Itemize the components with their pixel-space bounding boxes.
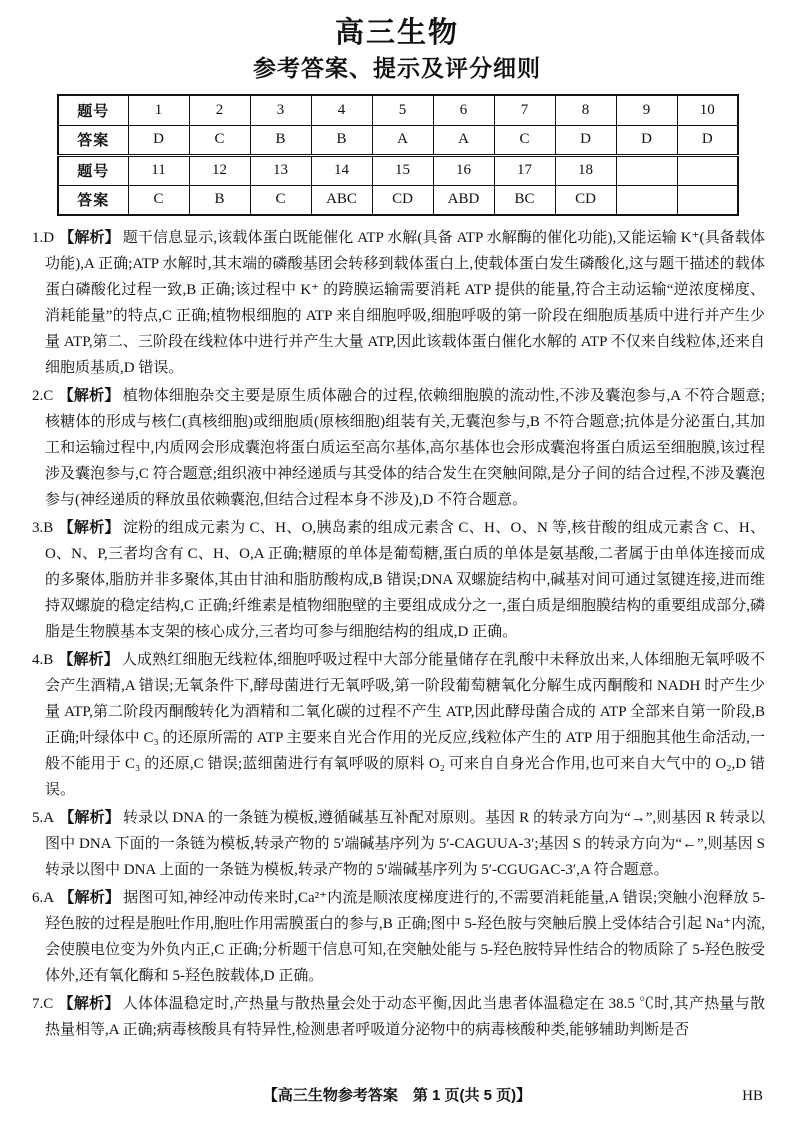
explanation-number: 3.B — [32, 520, 54, 536]
table-cell: 6 — [433, 95, 494, 125]
row-header: 题号 — [58, 95, 128, 125]
explanation-text: 据图可知,神经冲动传来时,Ca²⁺内流是顺浓度梯度进行的,不需要消耗能量,A 错误;突触小泡释放 5-羟色胺的过程是胞吐作用,胞吐作用需膜蛋白的参与,B 正确;图中 5-羟色胺与突触后膜上受体结合引起 Na⁺内流,会使膜电位变为外负内正,C 正确;分析题干信息可知,在突触处能与 5-羟色胺特异性结合的物质除了 5-羟色胺受体外,还有氧化酶和 5-羟色胺载体,D 正确。 — [45, 890, 765, 984]
table-cell: 13 — [250, 155, 311, 185]
table-cell: 3 — [250, 95, 311, 125]
table-cell: B — [250, 125, 311, 155]
table-cell: ABC — [311, 185, 372, 215]
table-cell: CD — [372, 185, 433, 215]
table-cell: B — [189, 185, 250, 215]
explanation-item — [32, 383, 765, 513]
explanation-number: 7.C — [32, 996, 54, 1012]
table-cell: 15 — [372, 155, 433, 185]
table-cell: 16 — [433, 155, 494, 185]
table-cell: C — [189, 125, 250, 155]
table-cell: 12 — [189, 155, 250, 185]
table-cell: 1 — [128, 95, 189, 125]
table-row — [58, 185, 738, 215]
row-header: 答案 — [58, 185, 128, 215]
explanation-text: 淀粉的组成元素为 C、H、O,胰岛素的组成元素含 C、H、O、N 等,核苷酸的组成元素含 C、H、O、N、P,三者均含有 C、H、O,A 正确;糖原的单体是葡萄糖,蛋白质的单体是氨基酸,二者属于由单体连接而成的多聚体,脂肪并非多聚体,其由甘油和脂肪酸构成,B 错误;DNA 双螺旋结构中,碱基对间可通过氢键连接,进而维持双螺旋的稳定结构,C 正确;纤维素是植物细胞壁的主要组成成分之一,蛋白质是细胞膜结构的重要组成部分,磷脂是生物膜基本支架的核心成分,三者均可参与细胞结构的组成,D 正确。 — [45, 520, 765, 640]
table-cell: A — [433, 125, 494, 155]
table-cell: CD — [555, 185, 616, 215]
explanation-text: 人成熟红细胞无线粒体,细胞呼吸过程中大部分能量储存在乳酸中未释放出来,人体细胞无氧呼吸不会产生酒精,A 错误;无氧条件下,酵母菌进行无氧呼吸,第一阶段葡萄糖氧化分解生成丙酮酸和 NADH 时产生少量 ATP,第二阶段丙酮酸转化为酒精和二氧化碳的过程不产生 ATP,因此酵母菌合成的 ATP 全部来自第一阶段,B 正确;叶绿体中 C₃ 的还原所需的 ATP 主要来自光合作用的光反应,线粒体产生的 ATP 用于细胞其他生命活动,一般不能用于 C₃ 的还原,C 错误;蓝细菌进行有氧呼吸的原料 O₂ 可来自自身光合作用,也可来自大气中的 O₂,D 错误。 — [45, 652, 765, 798]
table-cell: 7 — [494, 95, 555, 125]
table-cell: C — [128, 185, 189, 215]
explanation-label: 【解析】 — [58, 651, 119, 668]
table-cell — [677, 185, 738, 215]
table-cell: 17 — [494, 155, 555, 185]
table-cell: 5 — [372, 95, 433, 125]
table-cell: C — [250, 185, 311, 215]
explanation-text: 转录以 DNA 的一条链为模板,遵循碱基互补配对原则。基因 R 的转录方向为“→”,则基因 R 转录以图中 DNA 下面的一条链为模板,转录产物的 5′端碱基序列为 5′-CAGUUA-3′;基因 S 的转录方向为“←”,则基因 S 转录以图中 DNA 上面的一条链为模板,转录产物的 5′端碱基序列为 5′-CGUGAC-3′,A 符合题意。 — [45, 810, 765, 878]
explanation-number: 2.C — [32, 388, 54, 404]
page-footer — [0, 1085, 794, 1107]
table-row — [58, 95, 738, 125]
table-cell: 9 — [616, 95, 677, 125]
explanation-number: 4.B — [32, 652, 54, 668]
explanation-label: 【解析】 — [58, 995, 120, 1012]
table-cell — [677, 155, 738, 185]
explanation-number: 6.A — [32, 890, 55, 906]
row-header: 题号 — [58, 155, 128, 185]
table-cell: BC — [494, 185, 555, 215]
explanation-text: 人体体温稳定时,产热量与散热量会处于动态平衡,因此当患者体温稳定在 38.5 ℃时,其产热量与散热量相等,A 正确;病毒核酸具有特异性,检测患者呼吸道分泌物中的病毒核酸种类,能够辅助判断是否 — [45, 996, 765, 1038]
explanation-item — [32, 885, 765, 989]
table-cell: 18 — [555, 155, 616, 185]
table-cell: D — [677, 125, 738, 155]
table-cell: 14 — [311, 155, 372, 185]
explanation-label: 【解析】 — [58, 519, 120, 536]
explanation-item — [32, 647, 765, 803]
explanation-item — [32, 225, 765, 381]
table-row — [58, 125, 738, 155]
explanation-item — [32, 515, 765, 645]
table-row — [58, 155, 738, 185]
table-cell: C — [494, 125, 555, 155]
explanation-label: 【解析】 — [59, 229, 120, 246]
table-cell: D — [555, 125, 616, 155]
table-cell: 4 — [311, 95, 372, 125]
page-subtitle: 参考答案、提示及评分细则 — [253, 55, 541, 81]
explanations-section — [32, 225, 765, 1043]
table-cell: ABD — [433, 185, 494, 215]
table-cell: 11 — [128, 155, 189, 185]
explanation-number: 1.D — [32, 230, 55, 246]
page-title: 高三生物 — [334, 17, 459, 49]
table-cell: 8 — [555, 95, 616, 125]
explanation-label: 【解析】 — [58, 387, 120, 404]
table-cell — [616, 185, 677, 215]
row-header: 答案 — [58, 125, 128, 155]
table-cell — [616, 155, 677, 185]
table-cell: 2 — [189, 95, 250, 125]
table-cell: 10 — [677, 95, 738, 125]
table-cell: A — [372, 125, 433, 155]
explanation-text: 植物体细胞杂交主要是原生质体融合的过程,依赖细胞膜的流动性,不涉及囊泡参与,A 不符合题意;核糖体的形成与核仁(真核细胞)或细胞质(原核细胞)组装有关,无囊泡参与,B 不符合题意;抗体是分泌蛋白,其加工和运输过程中,内质网会形成囊泡将蛋白质运至高尔基体,高尔基体也会形成囊泡将蛋白质运至细胞膜,该过程涉及囊泡参与,C 符合题意;组织液中神经递质与其受体的结合发生在突触间隙,是分子间的结合过程,不涉及囊泡参与(神经递质的释放虽依赖囊泡,但结合过程本身不涉及),D 不符合题意。 — [45, 388, 765, 508]
explanation-label: 【解析】 — [59, 809, 120, 826]
explanation-number: 5.A — [32, 810, 55, 826]
explanation-label: 【解析】 — [59, 889, 121, 906]
footer-page-label: 【高三生物参考答案 第 1 页(共 5 页)】 — [262, 1087, 532, 1104]
table-cell: D — [128, 125, 189, 155]
explanation-item — [32, 991, 765, 1043]
table-cell: B — [311, 125, 372, 155]
explanation-item — [32, 805, 765, 883]
table-cell: D — [616, 125, 677, 155]
answer-table — [57, 94, 739, 216]
explanation-text: 题干信息显示,该载体蛋白既能催化 ATP 水解(具备 ATP 水解酶的催化功能),又能运输 K⁺(具备载体功能),A 正确;ATP 水解时,其末端的磷酸基团会转移到载体蛋白上,使载体蛋白发生磷酸化,这与题干描述的载体蛋白磷酸化过程一致,B 正确;该过程中 K⁺ 的跨膜运输需要消耗 ATP 提供的能量,符合主动运输“逆浓度梯度、消耗能量”的特点,C 正确;植物根细胞的 ATP 来自细胞呼吸,细胞呼吸的第一阶段在细胞质基质中进行并产生少量 ATP,第二、三阶段在线粒体中进行并产生大量 ATP,因此该载体蛋白催化水解的 ATP 不仅来自线粒体,还来自细胞质基质,D 错误。 — [45, 230, 765, 376]
footer-version-code: HB — [742, 1088, 763, 1104]
